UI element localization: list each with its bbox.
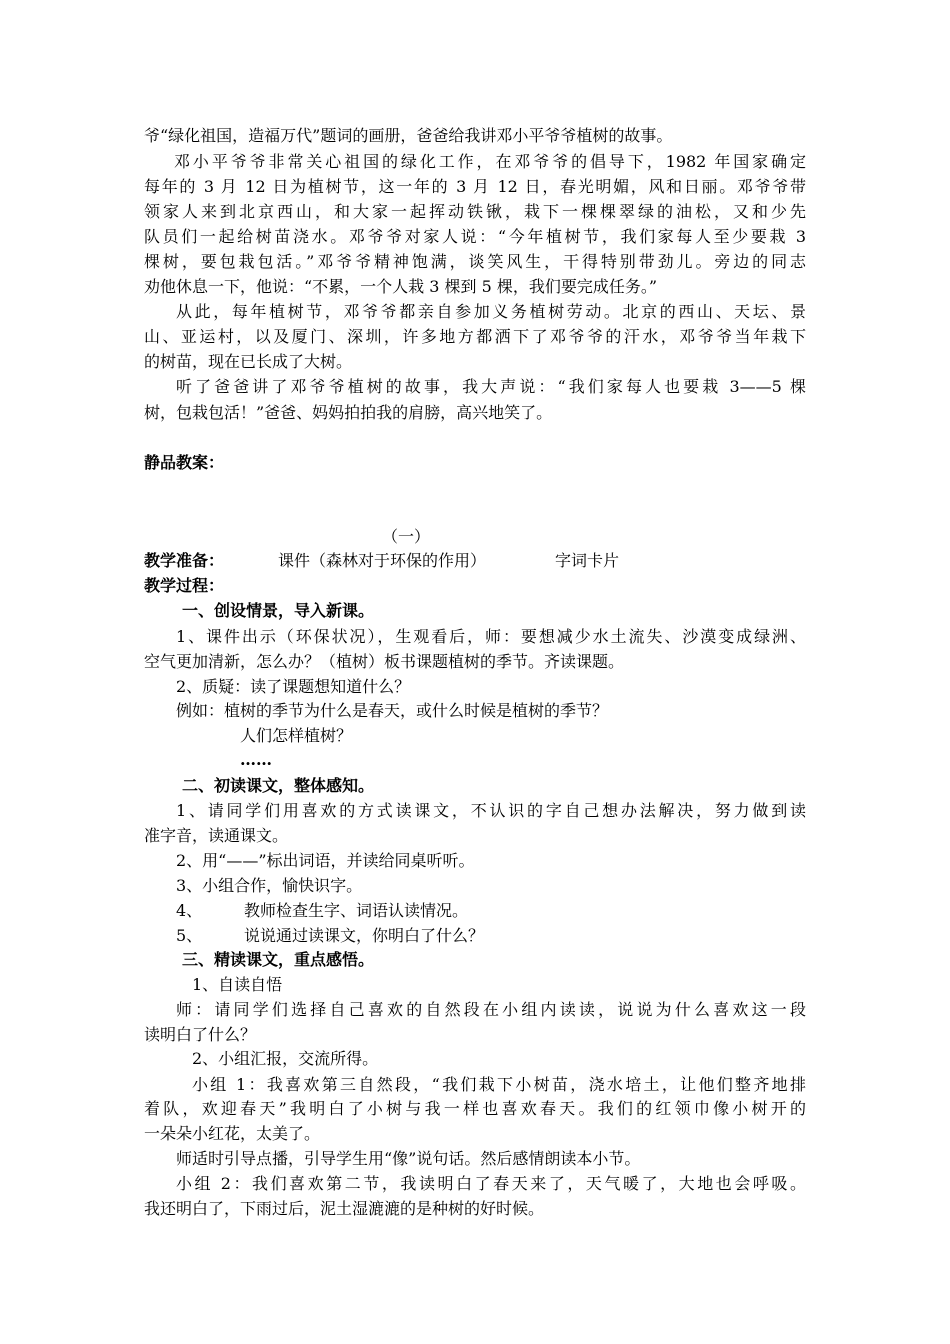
story-line: 树，包栽包活！”爸爸、妈妈拍拍我的肩膀，高兴地笑了。 [144, 403, 553, 422]
story-line: 爷“绿化祖国，造福万代”题词的画册，爸爸给我讲邓小平爷爷植树的故事。 [144, 126, 673, 145]
lesson-line: 读明白了什么？ [144, 1025, 257, 1044]
lesson-line: 2、质疑：读了课题想知道什么？ [176, 677, 411, 696]
lesson-line: 教师检查生字、词语认读情况。 [244, 901, 469, 920]
lesson-line: 1、课件出示（环保状况），生观看后，师：要想减少水土流失、沙漠变成绿洲、 [176, 627, 806, 646]
lesson-line: 例如：植树的季节为什么是春天，或什么时候是植树的季节？ [176, 701, 609, 720]
story-line: 每年的 3 月 12 日为植树节，这一年的 3 月 12 日，春光明媚，风和日丽。邓爷爷带 [144, 177, 806, 196]
section-title: 二、初读课文，整体感知。 [182, 776, 375, 795]
lesson-line: 我还明白了，下雨过后，泥土湿漉漉的是种树的好时候。 [144, 1199, 545, 1218]
story-line: 从此，每年植树节，邓爷爷都亲自参加义务植树劳动。北京的西山、天坛、景 [176, 302, 806, 321]
lesson-line: 1、请同学们用喜欢的方式读课文，不认识的字自己想办法解决，努力做到读 [176, 801, 806, 820]
part-label: （一） [382, 527, 431, 546]
prep-item-cards: 字词卡片 [555, 551, 620, 570]
story-line: 领家人来到北京西山，和大家一起挥动铁锹，栽下一棵棵翠绿的油松，又和少先 [144, 202, 806, 221]
prep-item-courseware: 课件（森林对于环保的作用） [278, 551, 487, 570]
lesson-line: 2、用“——”标出词语，并读给同桌听听。 [176, 851, 475, 870]
lesson-line: 师：请同学们选择自己喜欢的自然段在小组内读读，说说为什么喜欢这一段 [176, 1000, 806, 1019]
lesson-line: 1、自读自悟 [192, 975, 283, 994]
lesson-line: 人们怎样植树？ [240, 726, 353, 745]
ellipsis: …… [240, 750, 272, 769]
story-line: 听了爸爸讲了邓爷爷植树的故事，我大声说：“我们家每人也要栽 3——5 棵 [176, 377, 806, 396]
story-line: 劝他休息一下，他说：“不累，一个人栽 3 棵到 5 棵，我们要完成任务。” [144, 277, 658, 296]
story-line: 棵树，要包栽包活。”邓爷爷精神饱满，谈笑风生，干得特别带劲儿。旁边的同志 [144, 252, 806, 271]
section-title: 一、创设情景，导入新课。 [182, 601, 375, 620]
lesson-line: 着队，欢迎春天”我明白了小树与我一样也喜欢春天。我们的红领巾像小树开的 [144, 1099, 806, 1118]
lesson-line: 3、小组合作，愉快识字。 [176, 876, 363, 895]
lesson-line: 空气更加清新，怎么办？（植树）板书课题植树的季节。齐读课题。 [144, 652, 625, 671]
lesson-line: 小组 1：我喜欢第三自然段，“我们栽下小树苗，浇水培土，让他们整齐地排 [192, 1075, 806, 1094]
lesson-line: 小组 2：我们喜欢第二节，我读明白了春天来了，天气暖了，大地也会呼吸。 [176, 1174, 806, 1193]
lesson-line: 师适时引导点播，引导学生用“像”说句话。然后感情朗读本小节。 [176, 1149, 641, 1168]
story-line: 邓小平爷爷非常关心祖国的绿化工作，在邓爷爷的倡导下，1982 年国家确定 [174, 152, 806, 171]
process-label: 教学过程： [144, 576, 225, 595]
lesson-line-number: 4、 [176, 901, 203, 920]
section-title: 三、精读课文，重点感悟。 [182, 950, 375, 969]
story-line: 山、亚运村，以及厦门、深圳，许多地方都洒下了邓爷爷的汗水，邓爷爷当年栽下 [144, 327, 806, 346]
lesson-line: 准字音，读通课文。 [144, 826, 289, 845]
lesson-line: 2、小组汇报，交流所得。 [192, 1049, 379, 1068]
story-line: 队员们一起给树苗浇水。邓爷爷对家人说：“今年植树节，我们家每人至少要栽 3 [144, 227, 806, 246]
prep-label: 教学准备： [144, 551, 225, 570]
lesson-line: 说说通过读课文，你明白了什么？ [244, 926, 485, 945]
lesson-heading: 静品教案： [144, 453, 225, 472]
story-line: 的树苗，现在已长成了大树。 [144, 352, 353, 371]
lesson-line: 一朵朵小红花，太美了。 [144, 1124, 321, 1143]
lesson-line-number: 5、 [176, 926, 203, 945]
